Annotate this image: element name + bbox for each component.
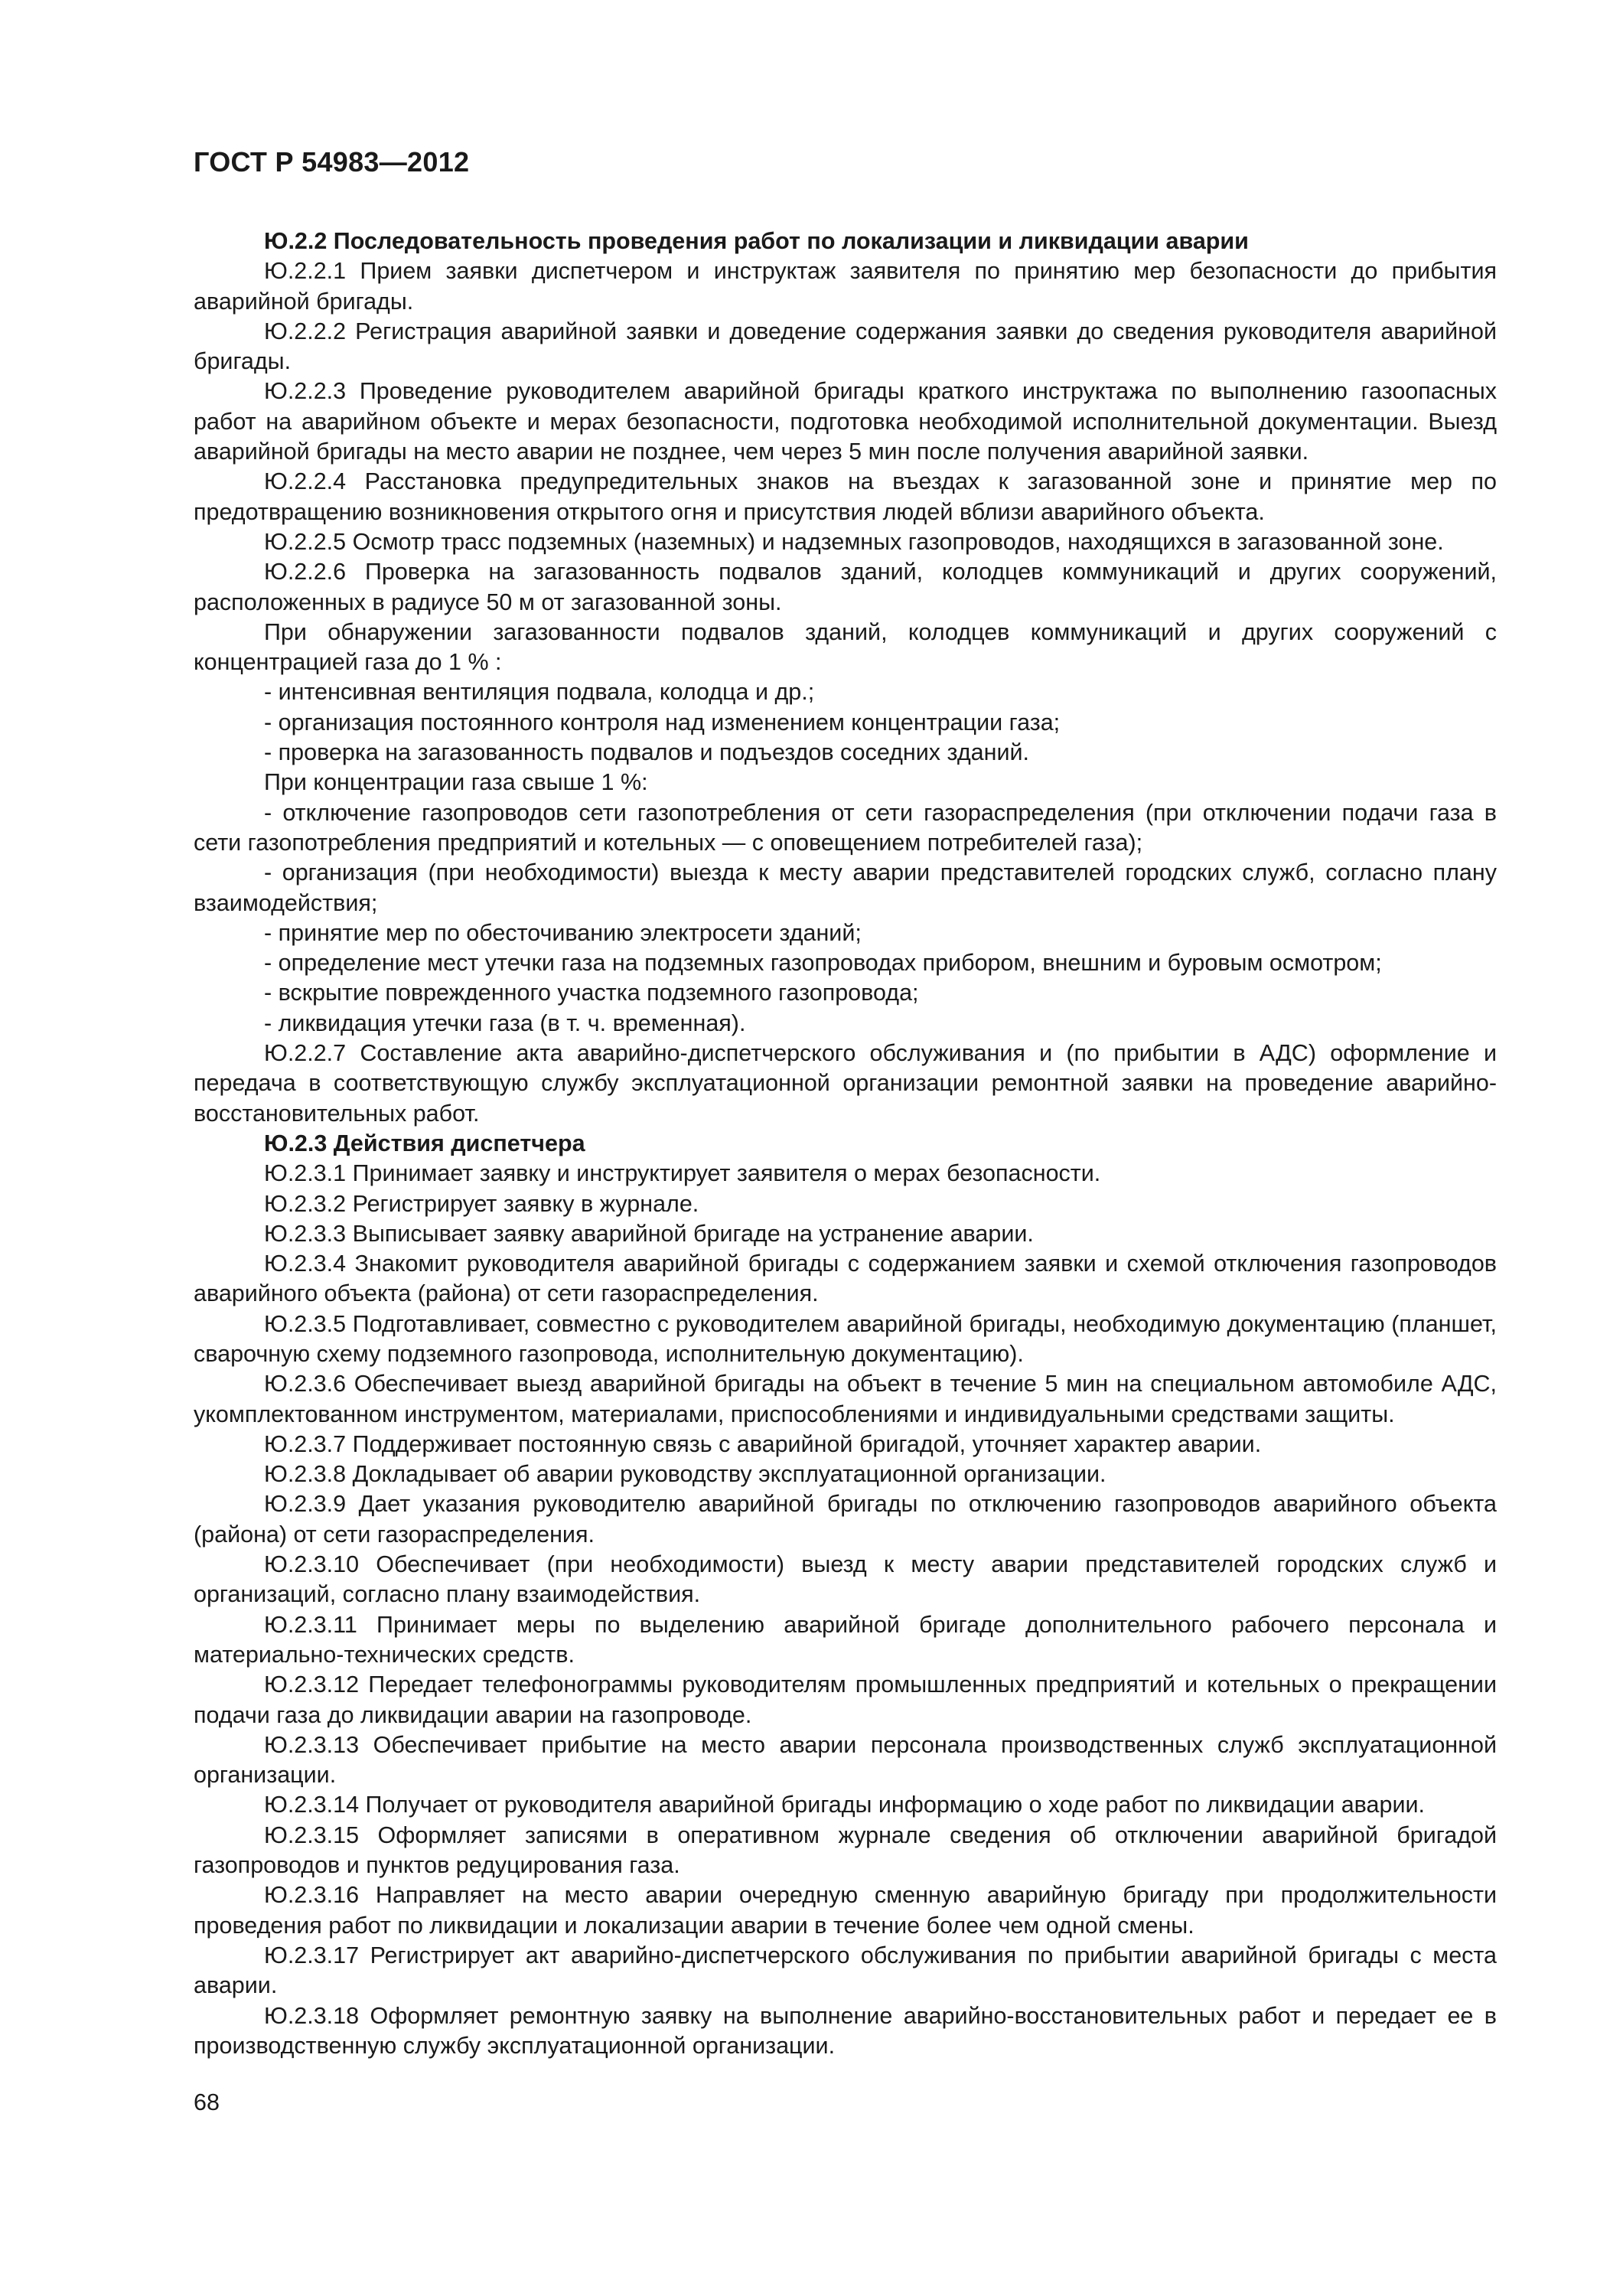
body-paragraph: Ю.2.3.2 Регистрирует заявку в журнале. — [264, 1190, 699, 1217]
body-paragraph: - отключение газопроводов сети газопотребления от сети газораспределения (при отключении подачи газа в сети газопотребления предприятий и котельных — с оповещением потребителей газа); — [194, 799, 1497, 856]
document-body — [194, 227, 1497, 2061]
body-paragraph: Ю.2.3.4 Знакомит руководителя аварийной бригады с содержанием заявки и схемой отключения газопроводов аварийного объекта (района) от сети газораспределения. — [194, 1251, 1497, 1307]
body-paragraph: - вскрытие поврежденного участка подземного газопровода; — [264, 980, 919, 1006]
section-heading: Ю.2.2 Последовательность проведения работ по локализации и ликвидации аварии — [264, 228, 1249, 254]
body-paragraph: Ю.2.3.18 Оформляет ремонтную заявку на выполнение аварийно-восстановительных работ и передает ее в производственную службу эксплуатационной организации. — [194, 2002, 1497, 2059]
body-paragraph: - организация постоянного контроля над изменением концентрации газа; — [264, 709, 1061, 735]
body-paragraph: Ю.2.3.13 Обеспечивает прибытие на место аварии персонала производственных служб эксплуатационной организации. — [194, 1731, 1497, 1789]
body-paragraph: - проверка на загазованность подвалов и подъездов соседних зданий. — [264, 739, 1029, 766]
body-paragraph: Ю.2.3.6 Обеспечивает выезд аварийной бригады на объект в течение 5 мин на специальном автомобиле АДС, укомплектованном инструментом, материалами, приспособлениями и индивидуальными средствами защиты. — [194, 1371, 1497, 1427]
body-paragraph: Ю.2.3.12 Передает телефонограммы руководителям промышленных предприятий и котельных о прекращении подачи газа до ликвидации аварии на газопроводе. — [194, 1671, 1497, 1728]
body-paragraph: Ю.2.2.1 Прием заявки диспетчером и инструктаж заявителя по принятию мер безопасности до прибытия аварийной бригады. — [194, 258, 1497, 315]
body-paragraph: При концентрации газа свыше 1 %: — [264, 769, 648, 796]
body-paragraph: - организация (при необходимости) выезда к месту аварии представителей городских служб, согласно плану взаимодействия; — [194, 859, 1497, 916]
section-heading: Ю.2.3 Действия диспетчера — [264, 1130, 585, 1156]
body-paragraph: При обнаружении загазованности подвалов зданий, колодцев коммуникаций и других сооружений с концентрацией газа до 1 % : — [194, 618, 1497, 676]
body-paragraph: - принятие мер по обесточиванию электросети зданий; — [264, 919, 862, 946]
body-paragraph: - интенсивная вентиляция подвала, колодца и др.; — [264, 679, 815, 706]
body-paragraph: Ю.2.3.16 Направляет на место аварии очередную сменную аварийную бригаду при продолжительности проведения работ по ликвидации и локализации аварии в течение более чем одной смены. — [194, 1882, 1497, 1939]
body-paragraph: Ю.2.3.17 Регистрирует акт аварийно-диспетчерского обслуживания по прибытии аварийной бригады с места аварии. — [194, 1942, 1497, 1999]
body-paragraph: Ю.2.3.3 Выписывает заявку аварийной бригаде на устранение аварии. — [264, 1220, 1034, 1247]
body-paragraph: Ю.2.2.4 Расстановка предупредительных знаков на въездах к загазованной зоне и принятие мер по предотвращению возникновения открытого огня и присутствия людей вблизи аварийного объекта. — [194, 468, 1497, 525]
body-paragraph: Ю.2.3.1 Принимает заявку и инструктирует заявителя о мерах безопасности. — [264, 1160, 1101, 1187]
body-paragraph: Ю.2.3.14 Получает от руководителя аварийной бригады информацию о ходе работ по ликвидации аварии. — [264, 1792, 1426, 1818]
body-paragraph: Ю.2.3.9 Дает указания руководителю аварийной бригады по отключению газопроводов аварийного объекта (района) от сети газораспределения. — [194, 1491, 1497, 1548]
body-paragraph: Ю.2.3.5 Подготавливает, совместно с руководителем аварийной бригады, необходимую документацию (планшет, сварочную схему подземного газопровода, исполнительную документацию). — [194, 1310, 1497, 1367]
body-paragraph: - ликвидация утечки газа (в т. ч. временная). — [264, 1009, 746, 1036]
document-page — [194, 145, 1497, 2061]
body-paragraph: Ю.2.2.7 Составление акта аварийно-диспетчерского обслуживания и (по прибытии в АДС) оформление и передача в соответствующую службу эксплуатационной организации ремонтной заявки на проведение аварийно-восстановительных работ. — [194, 1040, 1497, 1127]
body-paragraph: Ю.2.2.2 Регистрация аварийной заявки и доведение содержания заявки до сведения руководителя аварийной бригады. — [194, 318, 1497, 375]
body-paragraph: Ю.2.3.8 Докладывает об аварии руководству эксплуатационной организации. — [264, 1461, 1106, 1488]
body-paragraph: - определение мест утечки газа на подземных газопроводах прибором, внешним и буровым осмотром; — [264, 950, 1382, 977]
document-header: ГОСТ Р 54983—2012 — [194, 146, 470, 178]
body-paragraph: Ю.2.3.7 Поддерживает постоянную связь с аварийной бригадой, уточняет характер аварии. — [264, 1430, 1262, 1457]
page-number: 68 — [194, 2089, 220, 2115]
body-paragraph: Ю.2.3.10 Обеспечивает (при необходимости) выезд к месту аварии представителей городских служб и организаций, согласно плану взаимодействия. — [194, 1551, 1497, 1608]
body-paragraph: Ю.2.3.15 Оформляет записями в оперативном журнале сведения об отключении аварийной бригадой газопроводов и пунктов редуцирования газа. — [194, 1821, 1497, 1879]
body-paragraph: Ю.2.3.11 Принимает меры по выделению аварийной бригаде дополнительного рабочего персонала и материально-технических средств. — [194, 1611, 1497, 1668]
body-paragraph: Ю.2.2.5 Осмотр трасс подземных (наземных) и надземных газопроводов, находящихся в загазованной зоне. — [264, 528, 1444, 555]
body-paragraph: Ю.2.2.3 Проведение руководителем аварийной бригады краткого инструктажа по выполнению газоопасных работ на аварийном объекте и мерах безопасности, подготовка необходимой исполнительной документации. Выезд аварийной бригады на место аварии не позднее, чем через 5 мин после получения аварийной заявки. — [194, 378, 1497, 465]
body-paragraph: Ю.2.2.6 Проверка на загазованность подвалов зданий, колодцев коммуникаций и других сооружений, расположенных в радиусе 50 м от загазованной зоны. — [194, 559, 1497, 615]
